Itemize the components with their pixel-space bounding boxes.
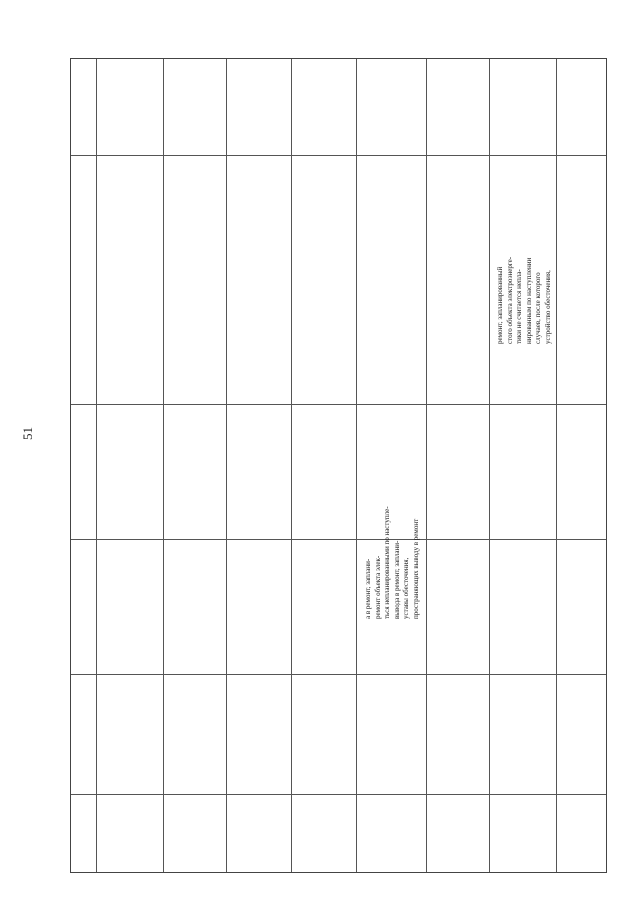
text-line: ться непланированными по наступле-	[383, 506, 391, 619]
text-line: пространяющих выводу в ремонт	[411, 518, 420, 619]
table-rule	[163, 59, 164, 872]
table-rule	[426, 59, 427, 872]
text-line: стого объекта электроэнерге-	[505, 256, 514, 344]
table-rule	[556, 59, 557, 872]
page-number: 51	[20, 427, 35, 440]
text-line: а в ремонт, заплани-	[364, 558, 372, 619]
rotated-table	[70, 58, 607, 873]
table-rule	[489, 59, 490, 872]
table-rule	[71, 404, 606, 405]
right-column-text	[496, 257, 553, 344]
table-rule	[96, 59, 97, 872]
table-rule	[291, 59, 292, 872]
text-line: тики не считается непла-	[515, 269, 523, 344]
text-line: ремонт объекта элек-	[373, 555, 382, 619]
table-rule	[356, 59, 357, 872]
table-rule	[71, 539, 606, 540]
text-line: случаев, после которого	[534, 272, 542, 344]
table-rule	[71, 794, 606, 795]
text-line: уставы обесточения,	[402, 557, 410, 619]
text-line: устройство обесточения,	[543, 270, 552, 344]
text-line: вывода в ремонт, заплани-	[392, 540, 401, 619]
table-rule	[71, 155, 606, 156]
middle-column-text	[364, 506, 421, 619]
table-rule	[71, 674, 606, 675]
text-line: ремонт, запланированный	[496, 266, 504, 344]
text-line: нированным по наступлении	[524, 257, 533, 344]
table-rule	[226, 59, 227, 872]
